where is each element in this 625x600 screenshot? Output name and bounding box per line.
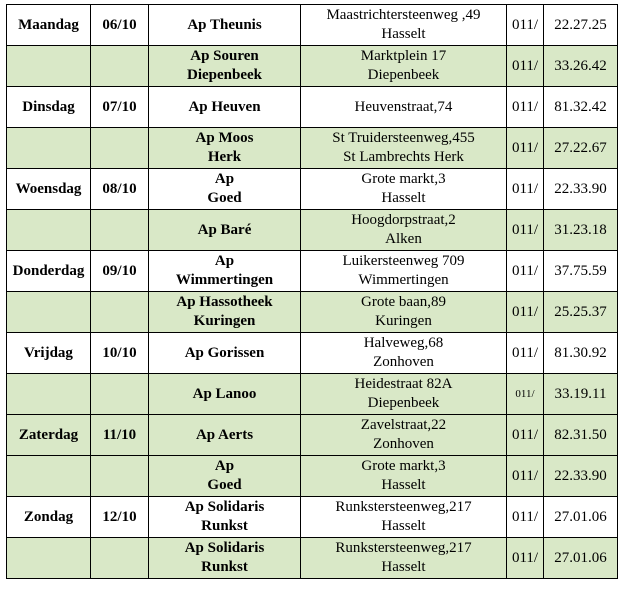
day-cell [7,46,91,87]
address-line: Marktplein 17 [360,48,447,64]
date-cell: 08/10 [91,169,149,210]
address-line: Halveweg,68 [363,335,444,351]
pharmacy-name-line: Ap Theunis [187,16,262,33]
table-row [7,5,618,46]
pharmacy-name-line: Ap Moos [195,130,254,146]
table-row [7,46,618,87]
area-code-cell: 011/ [507,210,544,251]
phone-number-cell: 31.23.18 [544,210,618,251]
area-code-cell: 011/ [507,497,544,538]
address-line: Hasselt [381,26,426,42]
day-cell [7,456,91,497]
address-line: Hasselt [381,477,426,493]
phone-number-cell: 33.19.11 [544,374,618,415]
area-code-cell: 011/ [507,5,544,46]
pharmacy-name-line: Ap Heuven [188,98,261,115]
area-code-cell: 011/ [507,292,544,333]
address-cell [301,251,507,292]
day-cell [7,374,91,415]
day-cell [7,128,91,169]
table-row [7,415,618,456]
address-line: Hasselt [381,518,426,534]
day-cell: Dinsdag [7,87,91,128]
date-cell [91,374,149,415]
pharmacy-name-line: Wimmertingen [175,272,274,288]
address-cell [301,456,507,497]
address-line: Runkstersteenweg,217 [335,540,472,556]
phone-number-cell: 82.31.50 [544,415,618,456]
address-line: Luikersteenweg 709 [342,253,465,269]
address-line: Maastrichtersteenweg ,49 [326,7,481,23]
address-line: Heidestraat 82A [354,376,453,392]
pharmacy-name-line: Ap [214,171,235,187]
pharmacy-name-line: Ap Hassotheek [176,294,273,310]
date-cell [91,128,149,169]
pharmacy-name-line: Ap Solidaris [184,499,265,515]
date-cell: 07/10 [91,87,149,128]
date-cell: 06/10 [91,5,149,46]
phone-number-cell: 37.75.59 [544,251,618,292]
phone-number-cell: 27.01.06 [544,538,618,579]
phone-number-cell: 22.33.90 [544,456,618,497]
phone-number-cell: 27.22.67 [544,128,618,169]
table-row [7,87,618,128]
phone-number-cell: 22.27.25 [544,5,618,46]
table-row [7,497,618,538]
day-cell: Woensdag [7,169,91,210]
day-cell: Zaterdag [7,415,91,456]
pharmacy-name-cell [149,374,301,415]
date-cell: 12/10 [91,497,149,538]
pharmacy-name-line: Ap Gorissen [184,344,265,361]
area-code-cell: 011/ [507,374,544,415]
address-cell [301,415,507,456]
pharmacy-name-cell [149,333,301,374]
area-code-cell: 011/ [507,333,544,374]
pharmacy-name-cell [149,538,301,579]
phone-number-cell: 33.26.42 [544,46,618,87]
table-row [7,128,618,169]
day-cell: Maandag [7,5,91,46]
area-code-cell: 011/ [507,456,544,497]
table-row [7,292,618,333]
address-line: Diepenbeek [367,395,440,411]
pharmacy-duty-table [6,4,618,579]
area-code-cell: 011/ [507,415,544,456]
day-cell [7,210,91,251]
address-line: Zavelstraat,22 [360,417,447,433]
address-line: Diepenbeek [367,67,440,83]
address-cell [301,374,507,415]
day-cell [7,292,91,333]
table-row [7,538,618,579]
day-cell: Vrijdag [7,333,91,374]
address-cell [301,497,507,538]
table-row [7,210,618,251]
day-cell [7,538,91,579]
address-cell [301,128,507,169]
day-cell: Donderdag [7,251,91,292]
address-line: Kuringen [375,313,432,329]
pharmacy-name-cell [149,415,301,456]
address-line: Alken [385,231,422,247]
pharmacy-name-cell [149,87,301,128]
address-cell [301,169,507,210]
date-cell [91,292,149,333]
area-code-cell: 011/ [507,169,544,210]
address-line: Hoogdorpstraat,2 [351,212,456,228]
pharmacy-name-line: Ap [214,458,235,474]
pharmacy-name-line: Diepenbeek [187,67,262,83]
address-line: Runkstersteenweg,217 [335,499,472,515]
date-cell: 11/10 [91,415,149,456]
pharmacy-name-line: Ap Souren [190,48,259,64]
area-code-cell: 011/ [507,128,544,169]
date-cell [91,46,149,87]
pharmacy-name-cell [149,210,301,251]
pharmacy-name-line: Goed [207,477,242,493]
address-line: Grote markt,3 [361,458,446,474]
table-row [7,456,618,497]
table-row [7,333,618,374]
address-line: Wimmertingen [358,272,449,288]
pharmacy-name-cell [149,251,301,292]
address-line: Grote markt,3 [361,171,446,187]
address-cell [301,538,507,579]
address-line: Heuvenstraat,74 [354,98,453,115]
address-line: Hasselt [381,190,426,206]
table-row [7,251,618,292]
pharmacy-name-line: Kuringen [193,313,256,329]
address-line: Zonhoven [373,436,434,452]
phone-number-cell: 25.25.37 [544,292,618,333]
pharmacy-name-line: Ap Aerts [195,426,254,443]
phone-number-cell: 81.30.92 [544,333,618,374]
address-line: Grote baan,89 [361,294,446,310]
address-line: St Truidersteenweg,455 [332,130,475,146]
pharmacy-name-line: Ap Lanoo [192,385,257,402]
pharmacy-name-line: Ap Baré [197,221,252,238]
table-body [7,5,618,579]
pharmacy-name-cell [149,128,301,169]
address-line: Zonhoven [373,354,434,370]
address-cell [301,46,507,87]
date-cell: 09/10 [91,251,149,292]
pharmacy-name-line: Runkst [201,559,248,575]
pharmacy-name-line: Ap Solidaris [184,540,265,556]
pharmacy-name-line: Runkst [201,518,248,534]
address-cell [301,333,507,374]
table-row [7,169,618,210]
pharmacy-name-cell [149,5,301,46]
date-cell [91,210,149,251]
pharmacy-name-line: Herk [207,149,242,165]
pharmacy-name-line: Ap [214,253,235,269]
pharmacy-name-cell [149,456,301,497]
phone-number-cell: 81.32.42 [544,87,618,128]
date-cell [91,538,149,579]
phone-number-cell: 22.33.90 [544,169,618,210]
address-cell [301,210,507,251]
pharmacy-name-cell [149,46,301,87]
day-cell: Zondag [7,497,91,538]
address-line: Hasselt [381,559,426,575]
pharmacy-name-line: Goed [207,190,242,206]
address-cell [301,87,507,128]
pharmacy-name-cell [149,497,301,538]
address-cell [301,5,507,46]
area-code-cell: 011/ [507,87,544,128]
pharmacy-name-cell [149,169,301,210]
table-row [7,374,618,415]
address-line: St Lambrechts Herk [343,149,464,165]
pharmacy-name-cell [149,292,301,333]
phone-number-cell: 27.01.06 [544,497,618,538]
area-code-cell: 011/ [507,251,544,292]
area-code-cell: 011/ [507,46,544,87]
address-cell [301,292,507,333]
date-cell: 10/10 [91,333,149,374]
date-cell [91,456,149,497]
area-code-cell: 011/ [507,538,544,579]
